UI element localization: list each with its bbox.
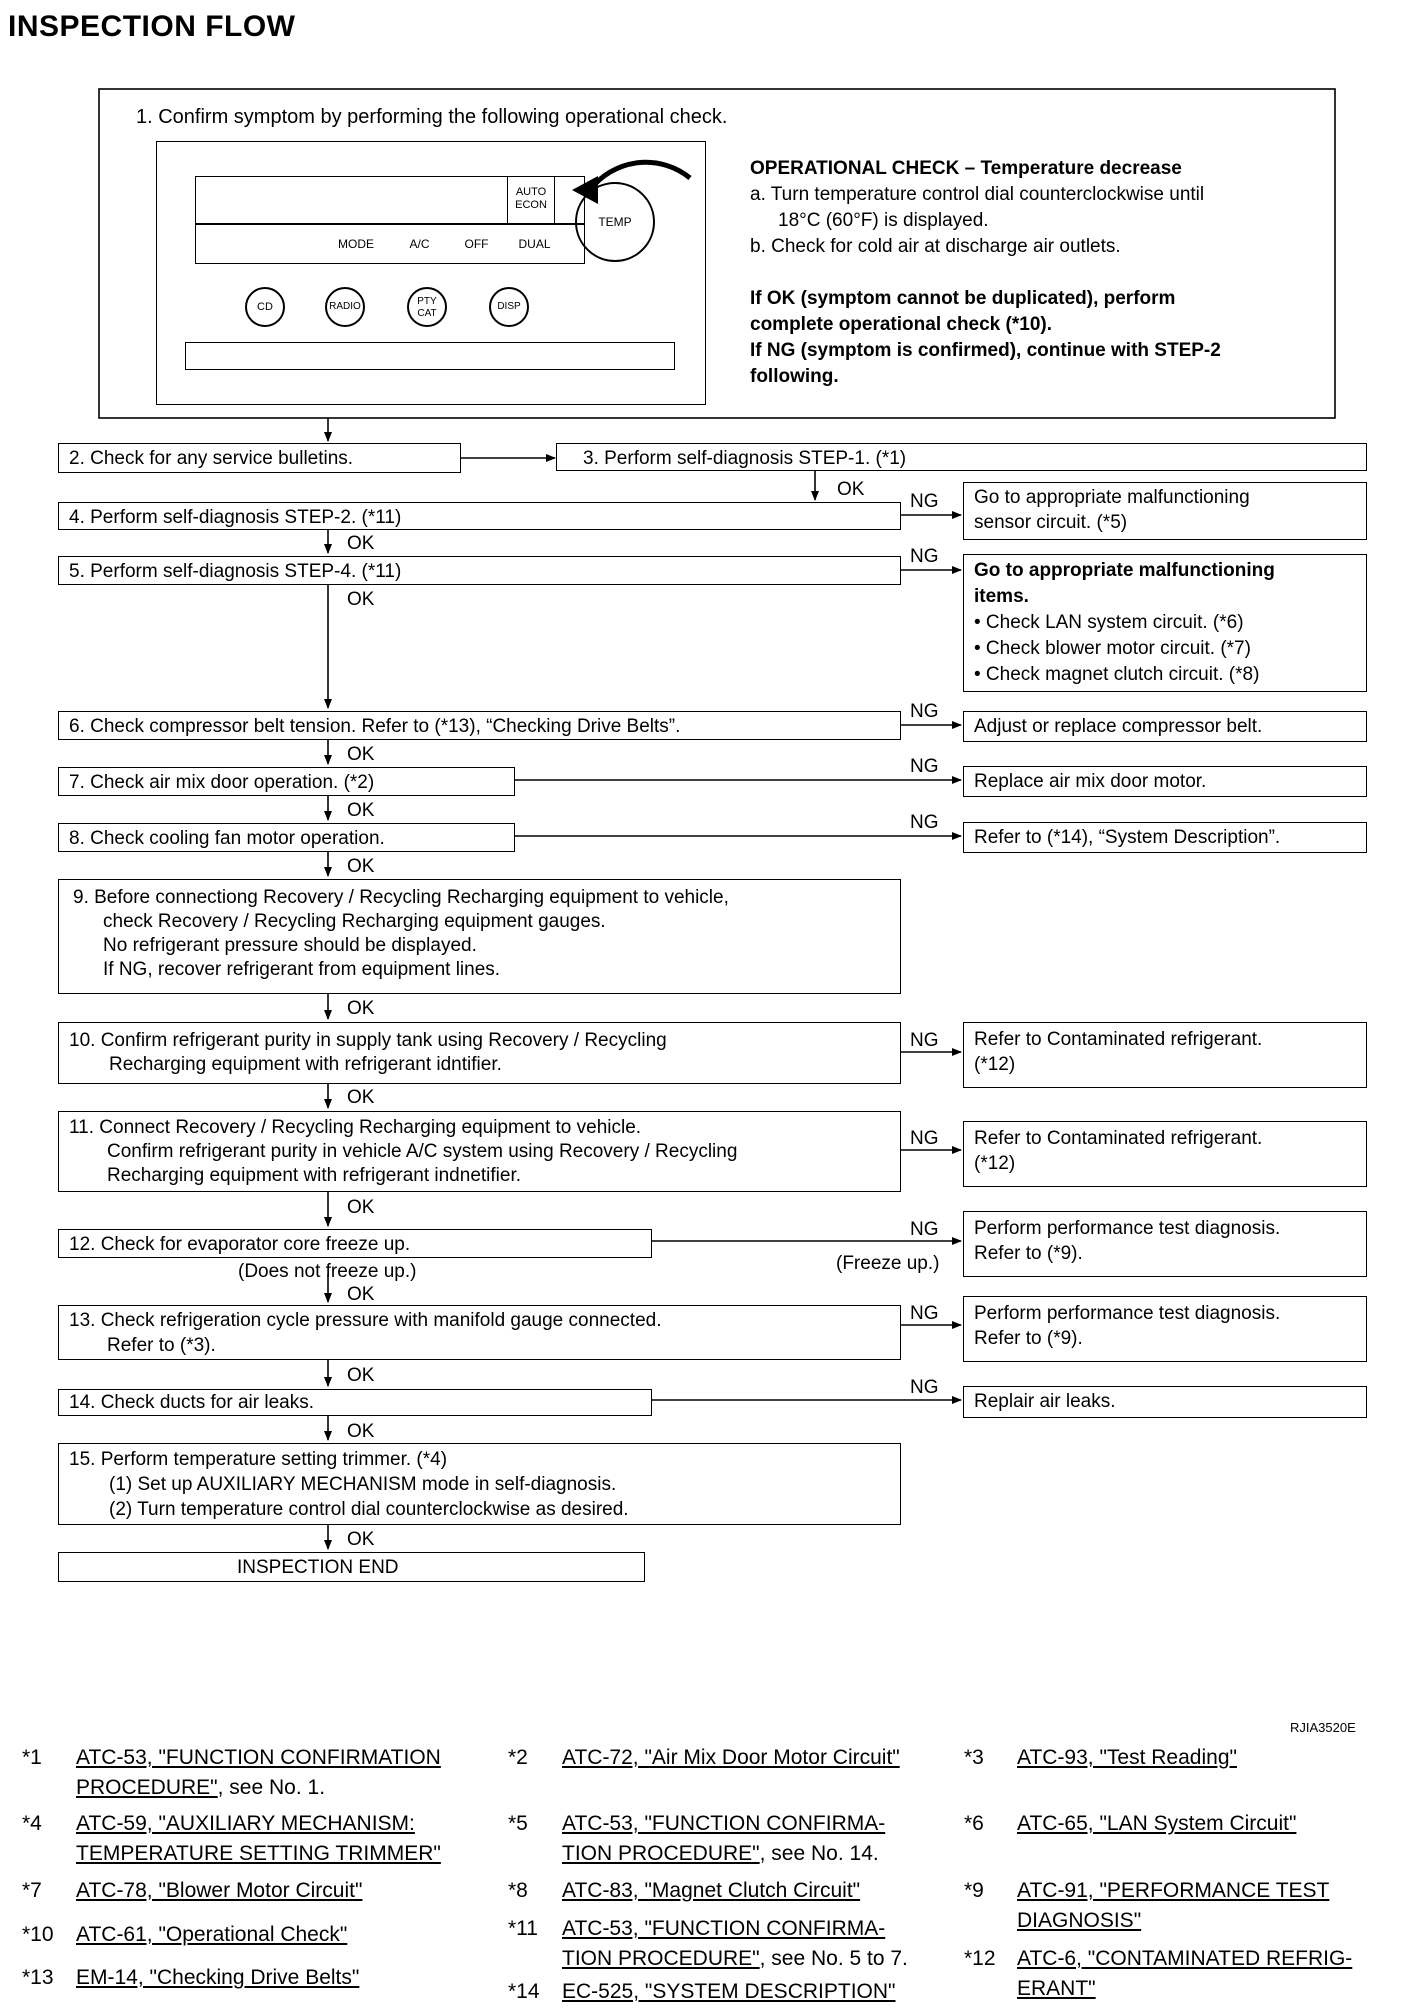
ng-label-7: NG <box>910 756 939 777</box>
step-3-box: 3. Perform self-diagnosis STEP-1. (*1) <box>556 443 1367 471</box>
fn-tail-5: , see No. 14. <box>759 1842 879 1865</box>
fn-link-13[interactable]: EM-14, "Checking Drive Belts" <box>76 1966 360 1989</box>
ng-label-4: NG <box>910 491 939 512</box>
ac-control-panel-illustration <box>156 141 706 405</box>
step-11-line2: Confirm refrigerant purity in vehicle A/C system using Recovery / Recycling <box>107 1141 738 1162</box>
ok-label-10: OK <box>347 1087 375 1108</box>
off-button: OFF <box>464 237 489 251</box>
fn-link-9[interactable]: ATC-91, "PERFORMANCE TEST <box>1017 1879 1330 1902</box>
fn-link-11b[interactable]: TION PROCEDURE" <box>562 1947 760 1970</box>
dual-button: DUAL <box>518 237 551 251</box>
pty-cat-button: PTY CAT <box>407 287 447 327</box>
step-6-box: 6. Check compressor belt tension. Refer to (*13), “Checking Drive Belts”. <box>58 711 901 740</box>
op-step-a: a. Turn temperature control dial counterclockwise until <box>750 184 1205 205</box>
ok-label-7: OK <box>347 800 375 821</box>
result-10-line2: (*12) <box>974 1054 1016 1075</box>
ok-label-15: OK <box>347 1529 375 1550</box>
fn-key-6: *6 <box>964 1812 984 1835</box>
step-9-line2: check Recovery / Recycling Recharging equipment gauges. <box>103 911 606 932</box>
fn-link-14[interactable]: EC-525, "SYSTEM DESCRIPTION" <box>562 1980 896 2003</box>
ok-label-9: OK <box>347 998 375 1019</box>
fn-link-4b[interactable]: TEMPERATURE SETTING TRIMMER" <box>76 1842 441 1865</box>
ng-label-13: NG <box>910 1303 939 1324</box>
fn-link-1[interactable]: ATC-53, "FUNCTION CONFIRMATION <box>76 1746 441 1769</box>
fn-link-3[interactable]: ATC-93, "Test Reading" <box>1017 1746 1237 1769</box>
footnote-14 <box>562 1977 895 2007</box>
cd-slot <box>185 342 675 370</box>
ok-label-8: OK <box>347 856 375 877</box>
footnote-7 <box>76 1876 362 1906</box>
ok-label-12: OK <box>347 1284 375 1305</box>
result-10-box <box>963 1022 1367 1088</box>
step-8-box: 8. Check cooling fan motor operation. <box>58 823 515 852</box>
op-ng-line1: If NG (symptom is confirmed), continue with STEP-2 <box>750 340 1221 361</box>
result-5-line2: items. <box>974 586 1029 607</box>
fn-key-8: *8 <box>508 1879 528 1902</box>
fn-link-10[interactable]: ATC-61, "Operational Check" <box>76 1923 348 1946</box>
footnote-6 <box>1017 1809 1296 1839</box>
step-11-line1: 11. Connect Recovery / Recycling Recharging equipment to vehicle. <box>69 1117 642 1138</box>
inspection-end-box: INSPECTION END <box>58 1552 645 1582</box>
auto-econ-button: AUTO ECON <box>507 176 555 224</box>
ok-label-14: OK <box>347 1421 375 1442</box>
step-14-box: 14. Check ducts for air leaks. <box>58 1389 652 1416</box>
footnote-3 <box>1017 1743 1237 1773</box>
ng-label-10: NG <box>910 1030 939 1051</box>
step-15-box <box>58 1443 901 1525</box>
step-11-box <box>58 1111 901 1192</box>
op-ok-line2: complete operational check (*10). <box>750 314 1052 335</box>
step-13-line2: Refer to (*3). <box>107 1335 216 1356</box>
footnote-5 <box>562 1809 982 1869</box>
footnote-12 <box>1017 1944 1397 2004</box>
footnote-8 <box>562 1876 860 1906</box>
fn-key-1: *1 <box>22 1746 42 1769</box>
footnote-13 <box>76 1963 359 1993</box>
ng-label-12: NG <box>910 1219 939 1240</box>
op-step-b: b. Check for cold air at discharge air outlets. <box>750 236 1121 257</box>
ok-label-5: OK <box>347 589 375 610</box>
ok-label-11: OK <box>347 1197 375 1218</box>
result-11-box <box>963 1121 1367 1187</box>
ng-label-6: NG <box>910 701 939 722</box>
op-ok-line1: If OK (symptom cannot be duplicated), perform <box>750 288 1176 309</box>
fn-key-13: *13 <box>22 1966 54 1989</box>
fn-link-9b[interactable]: DIAGNOSIS" <box>1017 1909 1142 1932</box>
cd-button: CD <box>245 287 285 327</box>
radio-button: RADIO <box>325 287 365 327</box>
step-10-box <box>58 1022 901 1084</box>
figure-code: RJIA3520E <box>1290 1720 1356 1735</box>
step-9-line3: No refrigerant pressure should be displayed. <box>103 935 477 956</box>
step-12-box: 12. Check for evaporator core freeze up. <box>58 1229 652 1258</box>
fn-link-12b[interactable]: ERANT" <box>1017 1977 1096 2000</box>
op-step-a-cont: 18°C (60°F) is displayed. <box>778 210 989 231</box>
fn-key-7: *7 <box>22 1879 42 1902</box>
fn-key-9: *9 <box>964 1879 984 1902</box>
result-5-line4: • Check blower motor circuit. (*7) <box>974 638 1251 659</box>
footnote-2 <box>562 1743 900 1773</box>
step-9-line4: If NG, recover refrigerant from equipment lines. <box>103 959 501 980</box>
ok-label-6: OK <box>347 744 375 765</box>
result-14-box: Replair air leaks. <box>963 1386 1367 1418</box>
fn-key-4: *4 <box>22 1812 42 1835</box>
result-5-line3: • Check LAN system circuit. (*6) <box>974 612 1244 633</box>
fn-key-3: *3 <box>964 1746 984 1769</box>
result-6-box: Adjust or replace compressor belt. <box>963 711 1367 742</box>
fn-link-11[interactable]: ATC-53, "FUNCTION CONFIRMA- <box>562 1917 886 1940</box>
step-10-line2: Recharging equipment with refrigerant idntifier. <box>109 1054 502 1075</box>
step-9-box <box>58 879 901 994</box>
result-5-line1: Go to appropriate malfunctioning <box>974 560 1275 581</box>
result-11-line1: Refer to Contaminated refrigerant. <box>974 1128 1263 1149</box>
fn-link-6[interactable]: ATC-65, "LAN System Circuit" <box>1017 1812 1297 1835</box>
ng-label-5: NG <box>910 546 939 567</box>
page-title: INSPECTION FLOW <box>8 10 296 43</box>
ng-label-8: NG <box>910 812 939 833</box>
step-12-ok-note: (Does not freeze up.) <box>238 1261 417 1282</box>
ac-button: A/C <box>409 237 430 251</box>
step-13-line1: 13. Check refrigeration cycle pressure with manifold gauge connected. <box>69 1310 662 1331</box>
fn-link-7[interactable]: ATC-78, "Blower Motor Circuit" <box>76 1879 363 1902</box>
operational-check <box>750 156 1310 390</box>
step-15-line2: (1) Set up AUXILIARY MECHANISM mode in self-diagnosis. <box>109 1474 617 1495</box>
fn-key-5: *5 <box>508 1812 528 1835</box>
ng-label-11: NG <box>910 1128 939 1149</box>
fn-tail-1: , see No. 1. <box>217 1776 326 1799</box>
fn-link-8[interactable]: ATC-83, "Magnet Clutch Circuit" <box>562 1879 861 1902</box>
footnote-9 <box>1017 1876 1397 1936</box>
ok-label-4: OK <box>347 533 375 554</box>
ng-label-14: NG <box>910 1377 939 1398</box>
step-15-line1: 15. Perform temperature setting trimmer. (*4) <box>69 1449 448 1470</box>
footnote-11 <box>562 1914 982 1974</box>
fn-key-11: *11 <box>508 1917 538 1940</box>
step-4-box: 4. Perform self-diagnosis STEP-2. (*11) <box>58 502 901 530</box>
op-heading: OPERATIONAL CHECK – Temperature decrease <box>750 158 1182 179</box>
step-2-box: 2. Check for any service bulletins. <box>58 443 461 473</box>
step-5-box: 5. Perform self-diagnosis STEP-4. (*11) <box>58 556 901 585</box>
footnote-1 <box>76 1743 506 1803</box>
footnote-10 <box>76 1920 347 1950</box>
disp-button: DISP <box>489 287 529 327</box>
mode-button: MODE <box>338 237 374 251</box>
result-4-line2: sensor circuit. (*5) <box>974 512 1128 533</box>
op-ng-line2: following. <box>750 366 839 387</box>
fn-tail-11: , see No. 5 to 7. <box>759 1947 908 1970</box>
step-9-line1: 9. Before connectiong Recovery / Recycling Recharging equipment to vehicle, <box>73 887 729 908</box>
result-13-line2: Refer to (*9). <box>974 1328 1083 1349</box>
result-11-line2: (*12) <box>974 1153 1016 1174</box>
step-1-text: 1. Confirm symptom by performing the following operational check. <box>136 106 728 128</box>
result-13-line1: Perform performance test diagnosis. <box>974 1303 1281 1324</box>
result-4-box <box>963 482 1367 540</box>
fn-link-5[interactable]: ATC-53, "FUNCTION CONFIRMA- <box>562 1812 886 1835</box>
fn-key-2: *2 <box>508 1746 528 1769</box>
result-7-box: Replace air mix door motor. <box>963 766 1367 797</box>
result-12-box <box>963 1211 1367 1277</box>
result-13-box <box>963 1296 1367 1362</box>
fn-link-12[interactable]: ATC-6, "CONTAMINATED REFRIG- <box>1017 1947 1353 1970</box>
footnote-4 <box>76 1809 506 1869</box>
fn-key-10: *10 <box>22 1923 54 1946</box>
fn-key-14: *14 <box>508 1980 540 2003</box>
result-10-line1: Refer to Contaminated refrigerant. <box>974 1029 1263 1050</box>
step-7-box: 7. Check air mix door operation. (*2) <box>58 767 515 796</box>
step-10-line1: 10. Confirm refrigerant purity in supply tank using Recovery / Recycling <box>69 1030 667 1051</box>
temp-knob: TEMP <box>575 182 655 262</box>
result-5-box <box>963 554 1367 692</box>
result-8-box: Refer to (*14), “System Description”. <box>963 822 1367 853</box>
fn-link-2[interactable]: ATC-72, "Air Mix Door Motor Circuit" <box>562 1746 900 1769</box>
step-12-ng-note: (Freeze up.) <box>836 1253 940 1274</box>
step-13-box <box>58 1305 901 1360</box>
fn-link-5b[interactable]: TION PROCEDURE" <box>562 1842 760 1865</box>
ok-label-13: OK <box>347 1365 375 1386</box>
step-11-line3: Recharging equipment with refrigerant indnetifier. <box>107 1165 522 1186</box>
step-15-line3: (2) Turn temperature control dial counterclockwise as desired. <box>109 1499 629 1520</box>
fn-key-12: *12 <box>964 1947 996 1970</box>
ok-label-3: OK <box>837 479 865 500</box>
result-12-line1: Perform performance test diagnosis. <box>974 1218 1281 1239</box>
result-5-line5: • Check magnet clutch circuit. (*8) <box>974 664 1260 685</box>
fn-link-1b[interactable]: PROCEDURE" <box>76 1776 218 1799</box>
fn-link-4[interactable]: ATC-59, "AUXILIARY MECHANISM: <box>76 1812 415 1835</box>
result-12-line2: Refer to (*9). <box>974 1243 1083 1264</box>
result-4-line1: Go to appropriate malfunctioning <box>974 487 1250 508</box>
